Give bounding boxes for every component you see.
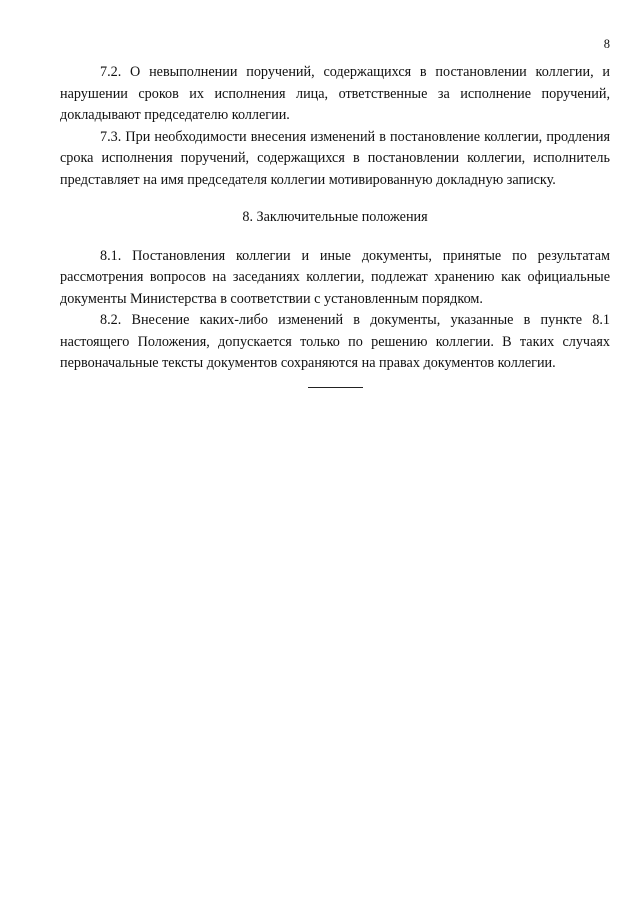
paragraph-8-2: 8.2. Внесение каких-либо изменений в документы, указанные в пункте 8.1 настоящего Положения, допускается только по решению коллегии. В таких случаях первоначальные тексты документов сохраняются на правах документов коллегии.: [60, 312, 610, 371]
paragraph-8-1: 8.1. Постановления коллегии и иные документы, принятые по результатам рассмотрения вопросов на заседаниях коллегии, подлежат хранению как официальные документы Министерства в соответствии с установленным порядком.: [60, 247, 610, 307]
paragraph-7-3: 7.3. При необходимости внесения изменений в постановление коллегии, продления срока исполнения поручений, содержащихся в постановлении коллегии, исполнитель представляет на имя председателя коллегии мотивированную докладную записку.: [60, 128, 610, 188]
section-heading-8: 8. Заключительные положения: [242, 209, 428, 225]
paragraph-7-2: 7.2. О невыполнении поручений, содержащихся в постановлении коллегии, и нарушении сроков их исполнения лица, ответственные за исполнение поручений, докладывают председателю коллегии.: [60, 64, 610, 123]
document-body: [60, 62, 610, 375]
end-of-document-rule: [308, 387, 363, 388]
page-number: 8: [603, 37, 610, 51]
